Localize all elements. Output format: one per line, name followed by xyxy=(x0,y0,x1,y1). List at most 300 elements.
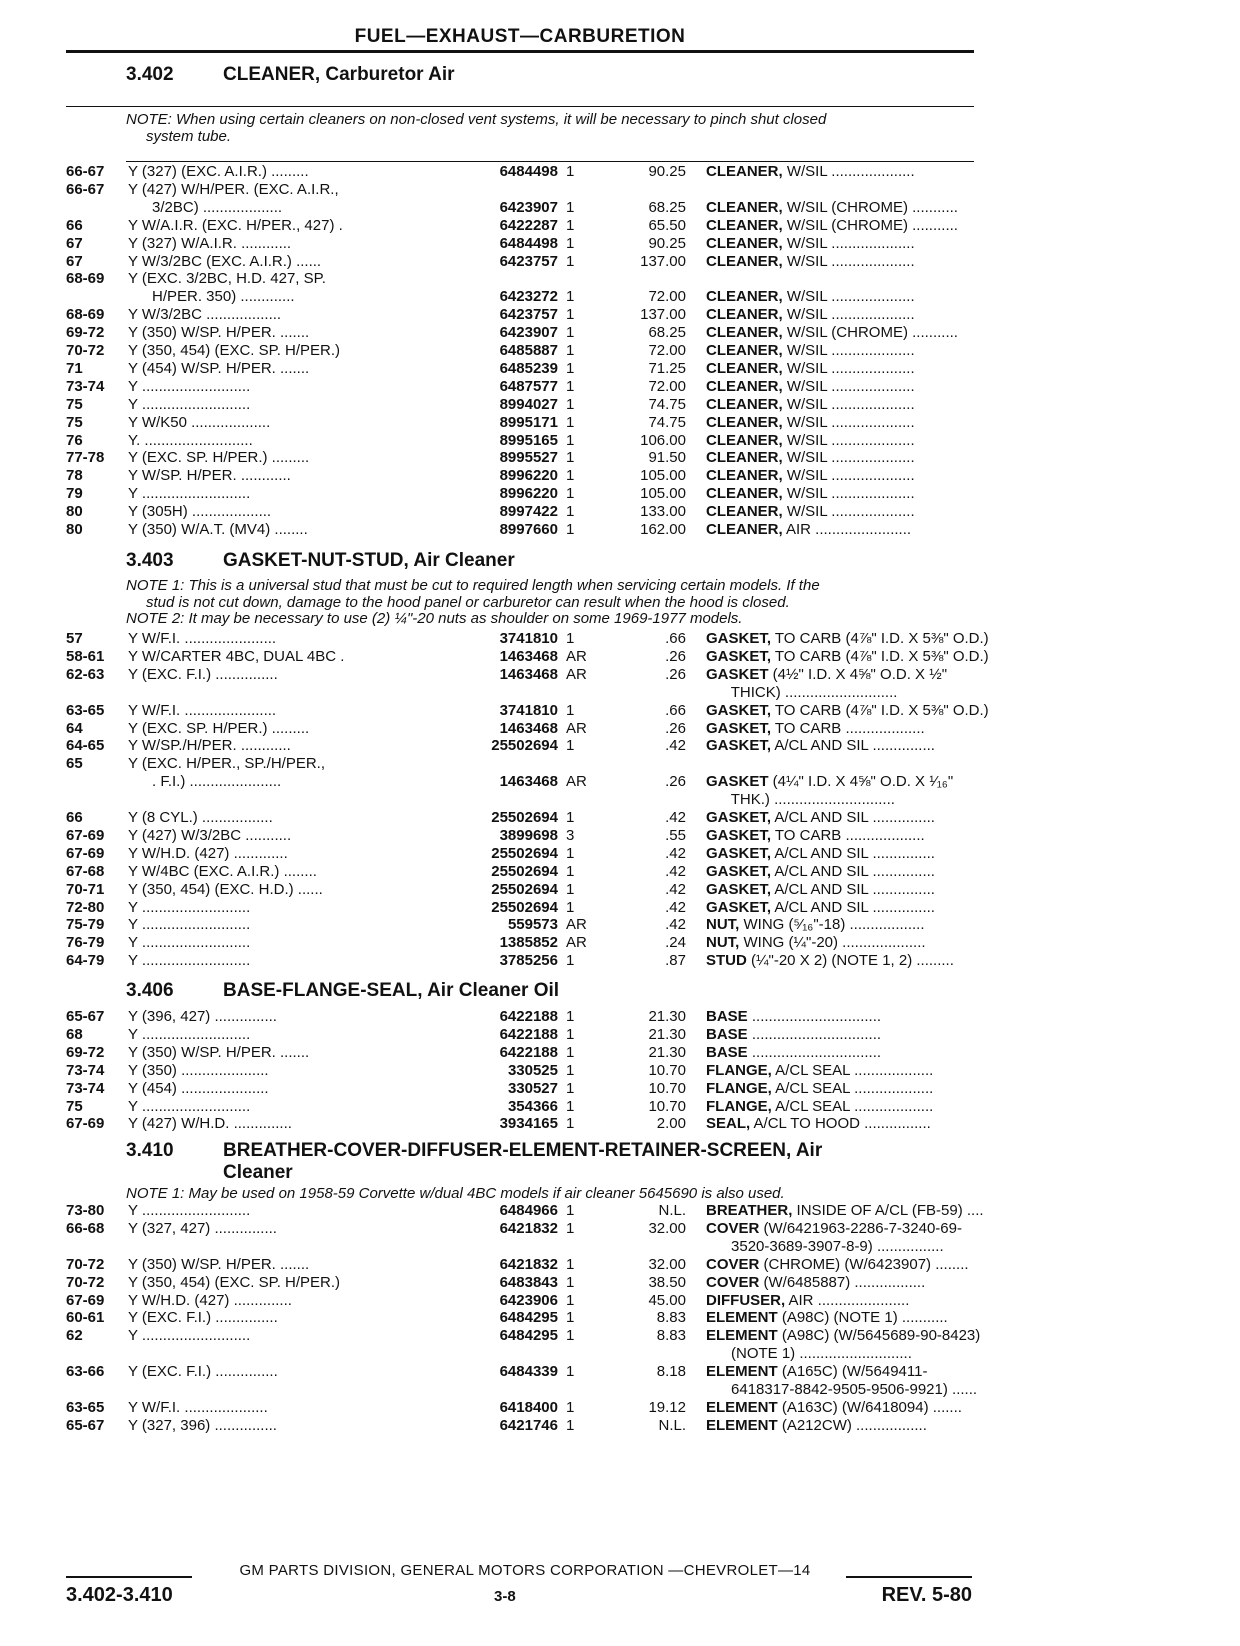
table-row xyxy=(66,791,996,809)
price: .42 xyxy=(665,916,686,934)
part-number: 6422287 xyxy=(499,216,558,234)
header-rule xyxy=(66,50,974,53)
price: 74.75 xyxy=(648,413,686,431)
model-years: 75-79 xyxy=(66,916,105,934)
application: Y (350, 454) (EXC. SP. H/PER.) xyxy=(128,1273,341,1291)
part-number: 8997422 xyxy=(499,503,558,521)
description xyxy=(706,684,1056,702)
price: 137.00 xyxy=(640,306,686,324)
table-row xyxy=(66,720,996,738)
description xyxy=(706,1115,1056,1133)
section-number: 3.402 xyxy=(126,64,174,85)
description xyxy=(706,1309,1056,1327)
quantity: 1 xyxy=(566,252,575,270)
note-line: NOTE 1: May be used on 1958-59 Corvette w/dual 4BC models if air cleaner 5645690 is also used. xyxy=(126,1185,785,1202)
table-row xyxy=(66,1238,996,1256)
application: Y .......................... xyxy=(128,395,251,413)
table-row xyxy=(66,1417,996,1435)
quantity: 1 xyxy=(566,395,575,413)
table-row xyxy=(66,217,996,235)
table-row xyxy=(66,881,996,899)
application: Y .......................... xyxy=(128,1202,251,1219)
description-detail: 6418317-8842-9505-9506-9921) ...... xyxy=(706,1381,978,1398)
description-detail: W/SIL (CHROME) ........... xyxy=(782,198,958,216)
description-noun: ELEMENT xyxy=(706,1309,778,1327)
model-years: 80 xyxy=(66,503,83,521)
part-number: 6423906 xyxy=(499,1291,558,1309)
section-number: 3.403 xyxy=(126,550,174,571)
application: Y (427) W/H.D. .............. xyxy=(128,1115,292,1133)
application: Y (EXC. H/PER., SP./H/PER., xyxy=(128,755,326,773)
model-years: 70-72 xyxy=(66,342,105,359)
description-noun: CLEANER, xyxy=(706,413,783,431)
description-detail: W/SIL .................... xyxy=(782,503,915,521)
description-detail: A/CL AND SIL ............... xyxy=(771,880,935,898)
description xyxy=(706,217,1056,235)
price: .66 xyxy=(665,630,686,647)
description-detail: (A98C) (NOTE 1) ........... xyxy=(777,1309,948,1327)
quantity: 1 xyxy=(566,413,575,431)
description-noun: CLEANER, xyxy=(706,163,783,180)
footer-rule-right xyxy=(846,1576,972,1578)
model-years: 78 xyxy=(66,467,83,485)
application: Y .......................... xyxy=(128,1097,251,1115)
section-note xyxy=(126,1186,986,1203)
table-row xyxy=(66,1274,996,1292)
part-number: 25502694 xyxy=(491,809,558,826)
model-years: 77-78 xyxy=(66,449,105,467)
part-number: 8994027 xyxy=(499,395,558,413)
table-row xyxy=(66,863,996,881)
application: Y W/H.D. (427) ............. xyxy=(128,844,288,862)
part-number: 6423757 xyxy=(499,306,558,324)
price: .42 xyxy=(665,809,686,826)
description xyxy=(706,503,1056,521)
description-noun: GASKET, xyxy=(706,647,772,665)
quantity: 1 xyxy=(566,1115,575,1133)
part-number: 6423272 xyxy=(499,288,558,306)
description-noun: CLEANER, xyxy=(706,395,783,413)
model-years: 73-74 xyxy=(66,1079,105,1097)
application: Y (350) W/SP. H/PER. ....... xyxy=(128,1043,310,1061)
price: 105.00 xyxy=(640,485,686,503)
description-noun: FLANGE, xyxy=(706,1097,772,1115)
description-detail: W/SIL .................... xyxy=(782,163,915,180)
description xyxy=(706,1381,1056,1399)
description-detail: A/CL SEAL ................... xyxy=(771,1097,934,1115)
description-noun: ELEMENT xyxy=(706,1327,778,1345)
table-row xyxy=(66,845,996,863)
table-row xyxy=(66,235,996,253)
model-years: 69-72 xyxy=(66,324,105,342)
table-row xyxy=(66,253,996,271)
table-row xyxy=(66,1345,996,1363)
application: Y (350, 454) (EXC. SP. H/PER.) xyxy=(128,342,341,359)
description-detail: 3520-3689-3907-8-9) ................ xyxy=(706,1237,944,1255)
application: Y (EXC. F.I.) ............... xyxy=(128,1363,278,1381)
quantity: 1 xyxy=(566,630,575,647)
part-number: 25502694 xyxy=(491,880,558,898)
quantity: 1 xyxy=(566,342,575,359)
part-number: 6422188 xyxy=(499,1008,558,1025)
application: Y (454) ..................... xyxy=(128,1079,269,1097)
description xyxy=(706,199,1056,217)
part-number: 8995527 xyxy=(499,449,558,467)
table-row xyxy=(66,1256,996,1274)
application: Y (454) W/SP. H/PER. ....... xyxy=(128,359,310,377)
application: Y (EXC. SP. H/PER.) ......... xyxy=(128,449,310,467)
application: Y .......................... xyxy=(128,952,251,970)
description-detail: A/CL SEAL ................... xyxy=(771,1061,934,1079)
description xyxy=(706,360,1056,378)
price: 19.12 xyxy=(648,1398,686,1416)
application: Y .......................... xyxy=(128,485,251,503)
part-number: 6418400 xyxy=(499,1398,558,1416)
part-number: 6484966 xyxy=(499,1202,558,1219)
part-number: 6421746 xyxy=(499,1416,558,1434)
part-number: 6423907 xyxy=(499,324,558,342)
description-detail: W/SIL .................... xyxy=(782,449,915,467)
description xyxy=(706,702,1056,720)
table-row xyxy=(66,1080,996,1098)
table-row xyxy=(66,773,996,791)
description-detail: INSIDE OF A/CL (FB-59) .... xyxy=(792,1202,984,1219)
model-years: 70-72 xyxy=(66,1273,105,1291)
price: 32.00 xyxy=(648,1219,686,1237)
model-years: 64-65 xyxy=(66,737,105,755)
quantity: 3 xyxy=(566,826,575,844)
quantity: 1 xyxy=(566,449,575,467)
quantity: 1 xyxy=(566,737,575,755)
part-number: 354366 xyxy=(507,1097,558,1115)
application: Y W/K50 ................... xyxy=(128,413,271,431)
quantity: 1 xyxy=(566,306,575,324)
price: 68.25 xyxy=(648,198,686,216)
application: Y W/H.D. (427) .............. xyxy=(128,1291,292,1309)
application: Y W/A.I.R. (EXC. H/PER., 427) . xyxy=(128,216,343,234)
description-detail: A/CL TO HOOD ................ xyxy=(750,1115,931,1133)
application: Y .......................... xyxy=(128,934,251,952)
application: Y (327, 396) ............... xyxy=(128,1416,277,1434)
description-noun: GASKET, xyxy=(706,880,772,898)
quantity: 1 xyxy=(566,809,575,826)
description-detail: W/SIL .................... xyxy=(782,431,915,449)
description-detail: ............................... xyxy=(747,1043,882,1061)
description-detail: W/SIL .................... xyxy=(782,467,915,485)
part-number: 3785256 xyxy=(499,952,558,970)
price: 105.00 xyxy=(640,467,686,485)
table-row xyxy=(66,899,996,917)
application: Y W/4BC (EXC. A.I.R.) ........ xyxy=(128,862,317,880)
quantity: 1 xyxy=(566,324,575,342)
quantity: 1 xyxy=(566,1273,575,1291)
description-detail: W/SIL .................... xyxy=(782,395,915,413)
part-number: 6422188 xyxy=(499,1043,558,1061)
price: .26 xyxy=(665,647,686,665)
application: H/PER. 350) ............. xyxy=(152,288,295,306)
description xyxy=(706,666,1056,684)
description-noun: CLEANER, xyxy=(706,324,783,342)
quantity: 1 xyxy=(566,485,575,503)
price: .26 xyxy=(665,773,686,791)
model-years: 66-67 xyxy=(66,180,105,198)
quantity: 1 xyxy=(566,503,575,521)
description-detail: (¼"-20 X 2) (NOTE 1, 2) ......... xyxy=(746,952,954,970)
application: Y .......................... xyxy=(128,916,251,934)
description xyxy=(706,288,1056,306)
quantity: 1 xyxy=(566,377,575,395)
price: .42 xyxy=(665,880,686,898)
description-noun: CLEANER, xyxy=(706,234,783,252)
quantity: AR xyxy=(566,934,587,952)
model-years: 64 xyxy=(66,719,83,737)
model-years: 73-74 xyxy=(66,377,105,395)
description-noun: BASE xyxy=(706,1008,748,1025)
description xyxy=(706,253,1056,271)
description-detail: ............................... xyxy=(747,1008,882,1025)
description xyxy=(706,1363,1056,1381)
application: Y .......................... xyxy=(128,898,251,916)
table-row xyxy=(66,809,996,827)
description-detail: AIR ...................... xyxy=(785,1291,910,1309)
table-row xyxy=(66,467,996,485)
model-years: 76-79 xyxy=(66,934,105,952)
table-row xyxy=(66,1008,996,1026)
application: Y (327) (EXC. A.I.R.) ......... xyxy=(128,163,309,180)
description xyxy=(706,432,1056,450)
table-row xyxy=(66,1363,996,1381)
description xyxy=(706,791,1056,809)
description-detail: W/SIL .................... xyxy=(782,342,915,359)
model-years: 69-72 xyxy=(66,1043,105,1061)
price: 10.70 xyxy=(648,1061,686,1079)
description-noun: FLANGE, xyxy=(706,1079,772,1097)
part-number: 6485239 xyxy=(499,359,558,377)
quantity: 1 xyxy=(566,288,575,306)
part-number: 25502694 xyxy=(491,898,558,916)
description xyxy=(706,1080,1056,1098)
part-number: 8995165 xyxy=(499,431,558,449)
table-row xyxy=(66,288,996,306)
model-years: 63-65 xyxy=(66,1398,105,1416)
application: Y (350) W/SP. H/PER. ....... xyxy=(128,324,310,342)
price: .24 xyxy=(665,934,686,952)
price: 71.25 xyxy=(648,359,686,377)
description-detail: A/CL SEAL ................... xyxy=(771,1079,934,1097)
application: Y (350) ..................... xyxy=(128,1061,269,1079)
table-row xyxy=(66,432,996,450)
description-noun: CLEANER, xyxy=(706,431,783,449)
quantity: 1 xyxy=(566,216,575,234)
quantity: 1 xyxy=(566,1219,575,1237)
table-row xyxy=(66,181,996,199)
description xyxy=(706,1417,1056,1435)
table-row xyxy=(66,324,996,342)
model-years: 72-80 xyxy=(66,898,105,916)
description-noun: CLEANER, xyxy=(706,359,783,377)
price: 21.30 xyxy=(648,1025,686,1043)
description xyxy=(706,324,1056,342)
part-number: 1463468 xyxy=(499,665,558,683)
part-number: 25502694 xyxy=(491,844,558,862)
quantity: 1 xyxy=(566,1363,575,1381)
quantity: 1 xyxy=(566,1416,575,1434)
table-row xyxy=(66,702,996,720)
part-number: 6484339 xyxy=(499,1363,558,1381)
table-row xyxy=(66,414,996,432)
description-detail: (NOTE 1) ........................... xyxy=(706,1345,912,1363)
part-number: 6423757 xyxy=(499,252,558,270)
description-detail: (W/6485887) ................. xyxy=(759,1273,926,1291)
quantity: AR xyxy=(566,916,587,934)
note-line: NOTE 2: It may be necessary to use (2) ¼"-20 nuts as shoulder on some 1969-1977 models. xyxy=(126,610,743,627)
table-row xyxy=(66,485,996,503)
quantity: 1 xyxy=(566,521,575,538)
price: 90.25 xyxy=(648,234,686,252)
quantity: 1 xyxy=(566,1043,575,1061)
description-noun: CLEANER, xyxy=(706,342,783,359)
description-noun: ELEMENT xyxy=(706,1363,778,1381)
quantity: 1 xyxy=(566,467,575,485)
model-years: 67-69 xyxy=(66,826,105,844)
description-noun: CLEANER, xyxy=(706,216,783,234)
model-years: 57 xyxy=(66,630,83,647)
description xyxy=(706,467,1056,485)
quantity: 1 xyxy=(566,431,575,449)
price: 45.00 xyxy=(648,1291,686,1309)
table-row xyxy=(66,630,996,648)
price: 133.00 xyxy=(640,503,686,521)
price: 137.00 xyxy=(640,252,686,270)
description-noun: BREATHER, xyxy=(706,1202,793,1219)
description xyxy=(706,1256,1056,1274)
price: 21.30 xyxy=(648,1043,686,1061)
model-years: 60-61 xyxy=(66,1309,105,1327)
table-row xyxy=(66,503,996,521)
section-rule xyxy=(66,106,974,107)
description-detail: W/SIL (CHROME) ........... xyxy=(782,324,958,342)
section-title-continued: Cleaner xyxy=(223,1162,293,1183)
description xyxy=(706,1274,1056,1292)
price: 8.83 xyxy=(656,1327,686,1345)
quantity: 1 xyxy=(566,898,575,916)
description xyxy=(706,235,1056,253)
description-detail: (4½" I.D. X 4⅝" O.D. X ½" xyxy=(768,665,948,683)
application: . F.I.) ...................... xyxy=(152,773,282,791)
note-line: NOTE 1: This is a universal stud that must be cut to required length when servicing certain models. If the xyxy=(126,577,820,594)
description-detail: W/SIL .................... xyxy=(782,413,915,431)
application: Y (427) W/3/2BC ........... xyxy=(128,826,292,844)
footer-rule-left xyxy=(66,1576,192,1578)
price: 72.00 xyxy=(648,377,686,395)
description-detail: A/CL AND SIL ............... xyxy=(771,809,935,826)
description xyxy=(706,809,1056,827)
description-detail: (A212CW) ................. xyxy=(777,1416,927,1434)
application: Y (305H) ................... xyxy=(128,503,272,521)
quantity: 1 xyxy=(566,1061,575,1079)
description-detail: (4¼" I.D. X 4⅝" O.D. X ¹⁄₁₆" xyxy=(768,773,954,791)
description xyxy=(706,1044,1056,1062)
description-detail: WING (⁵⁄₁₆"-18) .................. xyxy=(739,916,925,934)
application: Y W/F.I. ...................... xyxy=(128,630,277,647)
note-line: stud is not cut down, damage to the hood panel or carburetor can result when the hood is closed. xyxy=(146,593,790,611)
part-number: 6484498 xyxy=(499,234,558,252)
description-detail: W/SIL .................... xyxy=(782,234,915,252)
price: 72.00 xyxy=(648,288,686,306)
description-noun: ELEMENT xyxy=(706,1416,778,1434)
model-years: 65-67 xyxy=(66,1416,105,1434)
description-detail: TO CARB (4⅞" I.D. X 5⅜" O.D.) xyxy=(771,701,989,719)
description xyxy=(706,1220,1056,1238)
description-noun: GASKET, xyxy=(706,862,772,880)
description xyxy=(706,737,1056,755)
footer-section-range: 3.402-3.410 xyxy=(66,1584,173,1606)
quantity: 1 xyxy=(566,1255,575,1273)
description xyxy=(706,773,1056,791)
application: Y W/SP. H/PER. ............ xyxy=(128,467,291,485)
part-number: 8995171 xyxy=(499,413,558,431)
application: Y (350, 454) (EXC. H.D.) ...... xyxy=(128,880,323,898)
description xyxy=(706,342,1056,360)
price: 2.00 xyxy=(656,1115,686,1133)
description-noun: GASKET, xyxy=(706,719,772,737)
model-years: 63-65 xyxy=(66,701,105,719)
model-years: 67-69 xyxy=(66,844,105,862)
part-number: 3741810 xyxy=(499,701,558,719)
description-noun: CLEANER, xyxy=(706,467,783,485)
note-line: system tube. xyxy=(146,127,232,145)
description xyxy=(706,414,1056,432)
description-noun: DIFFUSER, xyxy=(706,1291,786,1309)
model-years: 66-68 xyxy=(66,1219,105,1237)
model-years: 79 xyxy=(66,485,83,503)
application: 3/2BC) ................... xyxy=(152,198,283,216)
application: Y (327) W/A.I.R. ............ xyxy=(128,234,292,252)
description-detail: W/SIL .................... xyxy=(782,485,915,503)
description-noun: CLEANER, xyxy=(706,252,783,270)
description-detail: W/SIL .................... xyxy=(782,359,915,377)
table-row xyxy=(66,1044,996,1062)
part-number: 6421832 xyxy=(499,1255,558,1273)
table-row xyxy=(66,306,996,324)
description-noun: GASKET, xyxy=(706,809,772,826)
section-number: 3.410 xyxy=(126,1140,174,1161)
part-number: 6421832 xyxy=(499,1219,558,1237)
table-row xyxy=(66,199,996,217)
description xyxy=(706,881,1056,899)
description-noun: CLEANER, xyxy=(706,503,783,521)
page-header-title: FUEL—EXHAUST—CARBURETION xyxy=(354,26,686,47)
description xyxy=(706,1399,1056,1417)
part-number: 559573 xyxy=(507,916,558,934)
part-number: 8996220 xyxy=(499,467,558,485)
quantity: AR xyxy=(566,647,587,665)
table-row xyxy=(66,1115,996,1133)
description-noun: GASKET, xyxy=(706,826,772,844)
description-detail: A/CL AND SIL ............... xyxy=(771,737,935,755)
description-noun: GASKET, xyxy=(706,701,772,719)
application: Y (EXC. F.I.) ............... xyxy=(128,1309,278,1327)
description xyxy=(706,863,1056,881)
part-number: 6484295 xyxy=(499,1327,558,1345)
table-row xyxy=(66,449,996,467)
model-years: 66-67 xyxy=(66,163,105,180)
model-years: 65 xyxy=(66,755,83,773)
table-row xyxy=(66,270,996,288)
part-number: 25502694 xyxy=(491,862,558,880)
price: 90.25 xyxy=(648,163,686,180)
price: 32.00 xyxy=(648,1255,686,1273)
